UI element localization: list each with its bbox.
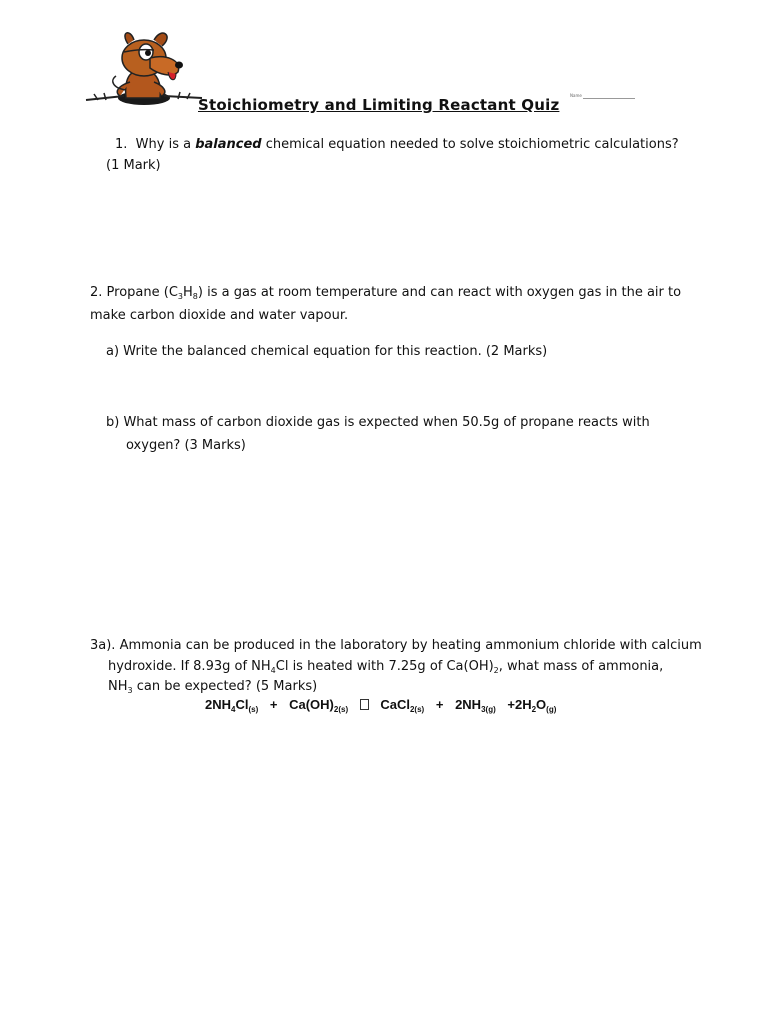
question-3a-line-1: 3a). Ammonia can be produced in the laboratory by heating ammonium chloride with calcium <box>90 638 702 653</box>
reaction-arrow-icon <box>360 699 369 710</box>
question-1-marks: (1 Mark) <box>106 158 161 173</box>
question-3a-line-3: $NH_3$ can be expected? (5 Marks) <box>108 679 318 695</box>
question-2b-line-1: b) What mass of carbon dioxide gas is expected when 50.5g of propane reacts with <box>106 415 650 430</box>
chemical-equation: $2NH_4Cl_{(s)} + Ca(OH)_{2(s)}$ CaCl$_{2(s)}$ + $2NH_{3(g)} +2H_2O_{(g)}$ <box>205 697 557 714</box>
question-1-number: 1. <box>115 137 128 152</box>
question-2a: a) Write the balanced chemical equation for this reaction. (2 Marks) <box>106 344 548 359</box>
gopher-mascot-image <box>84 30 204 112</box>
question-1-emphasis: balanced <box>195 137 262 152</box>
name-label: Name <box>570 93 582 98</box>
question-3a-line-2: hydroxide. If 8.93g of $NH_4Cl$ is heated with 7.25g of $Ca(OH)_2$, what mass of ammonia, <box>108 659 664 675</box>
question-1: 1. Why is a balanced chemical equation needed to solve stoichiometric calculations? <box>115 137 679 152</box>
name-underline <box>583 98 635 99</box>
page-title: Stoichiometry and Limiting Reactant Quiz <box>198 96 560 114</box>
question-2-line-2: make carbon dioxide and water vapour. <box>90 308 349 323</box>
question-2-line-1: 2. Propane $(C_3H_8)$ is a gas at room temperature and can react with oxygen gas in the air to <box>90 285 682 301</box>
question-2b-line-2: oxygen? (3 Marks) <box>126 438 246 453</box>
